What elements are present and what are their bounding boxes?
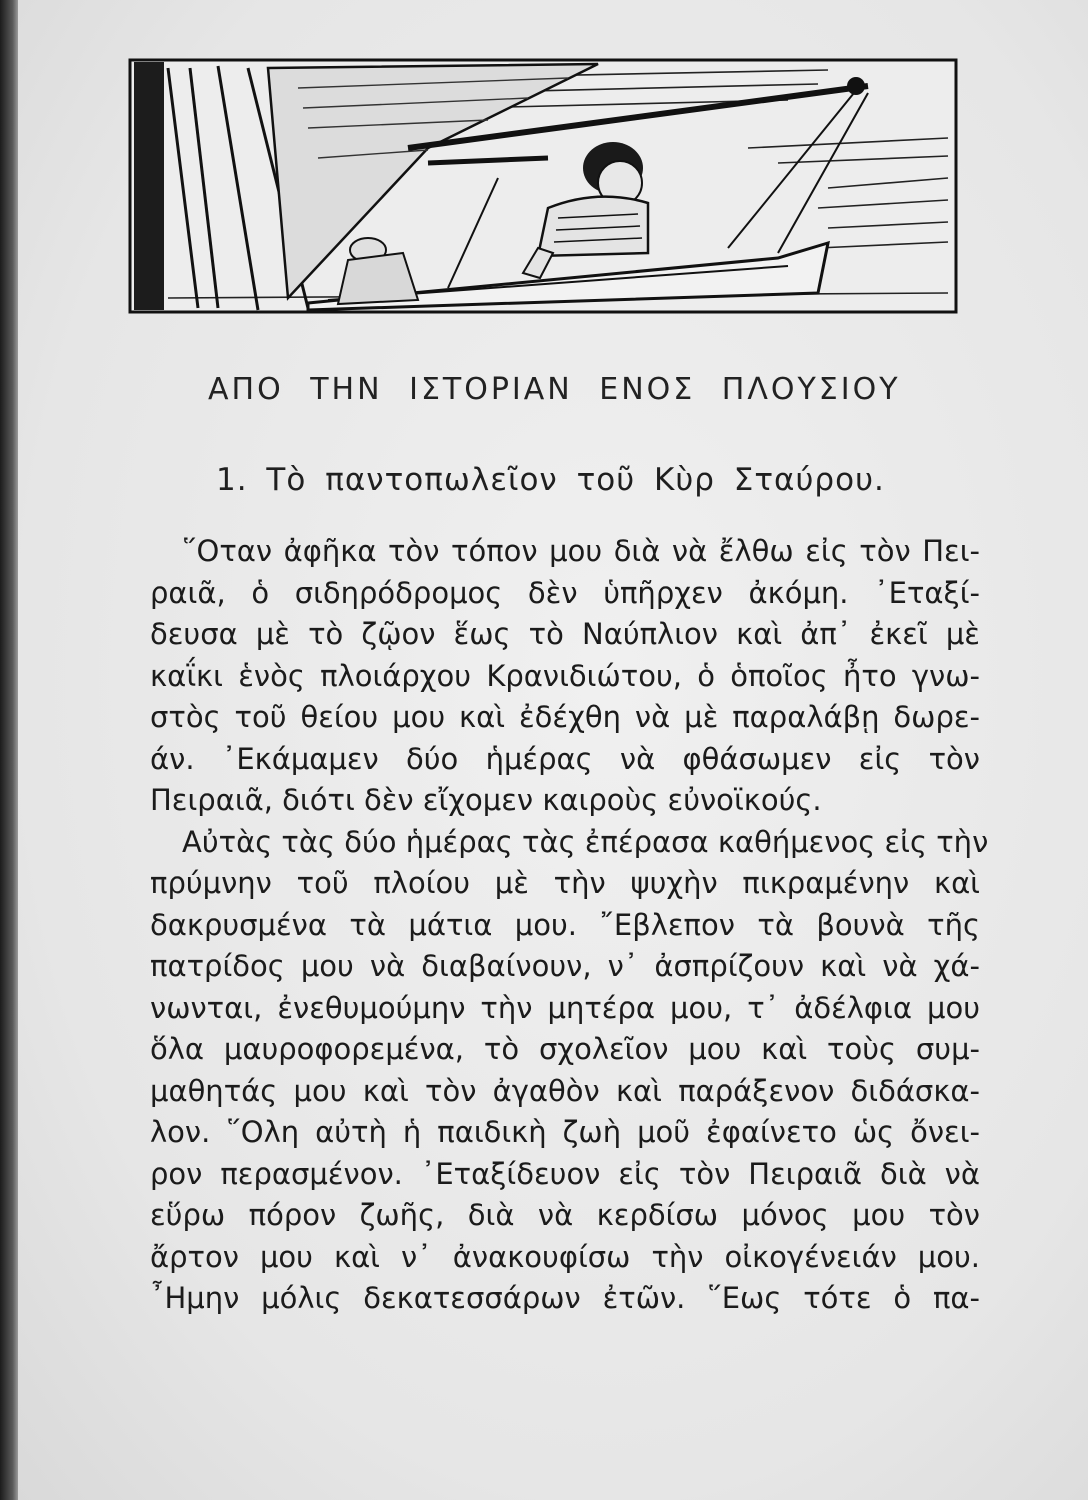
scan-binding-edge — [0, 0, 18, 1500]
text-line: στὸς τοῦ θείου μου καὶ ἐδέχθη νὰ μὲ παραλάβῃ δωρε- — [150, 700, 980, 734]
text-line: ρον περασμένον. ᾿Εταξίδευον εἰς τὸν Πειραιᾶ διὰ νὰ — [150, 1156, 980, 1191]
text-line: άν. ᾿Εκάμαμεν δύο ἡμέρας νὰ φθάσωμεν εἰς τὸν — [150, 741, 980, 776]
woodcut-illustration — [128, 38, 960, 318]
text-line: πατρίδος μου νὰ διαβαίνουν, ν᾿ ἀσπρίζουν καὶ νὰ χά- — [150, 949, 980, 983]
text-line: δευσα μὲ τὸ ζῷον ἕως τὸ Ναύπλιον καὶ ἀπ᾿ ἐκεῖ μὲ — [150, 617, 980, 651]
text-line: ὅλα μαυροφορεμένα, τὸ σχολεῖον μου καὶ τοὺς συμ- — [150, 1032, 980, 1066]
text-line: Πειραιᾶ, διότι δὲν εἴχομεν καιροὺς εὐνοϊκούς. — [150, 783, 822, 817]
chapter-heading: ΑΠΟ ΤΗΝ ΙΣΤΟΡΙΑΝ ΕΝΟΣ ΠΛΟΥΣΙΟΥ — [208, 372, 901, 407]
text-line: πρύμνην τοῦ πλοίου μὲ τὴν ψυχὴν πικραμένην καὶ — [150, 866, 980, 900]
text-line: νωνται, ἐνεθυμούμην τὴν μητέρα μου, τ᾿ ἀδέλφια μου — [150, 990, 980, 1025]
text-line: ραιᾶ, ὁ σιδηρόδρομος δὲν ὑπῆρχεν ἀκόμη. ᾿Εταξί- — [150, 575, 980, 610]
text-line: δακρυσμένα τὰ μάτια μου. ῎Εβλεπον τὰ βουνὰ τῆς — [150, 907, 980, 942]
woodcut-boy-on-sailboat-icon — [128, 38, 960, 318]
text-line: ῞Οταν ἀφῆκα τὸν τόπον μου διὰ νὰ ἔλθω εἰς τὸν Πει- — [182, 534, 980, 568]
book-page — [18, 0, 1088, 1500]
text-line: εὕρω πόρον ζωῆς, διὰ νὰ κερδίσω μόνος μου τὸν — [150, 1198, 980, 1232]
text-line: λον. ῞Ολη αὐτὴ ἡ παιδικὴ ζωὴ μοῦ ἐφαίνετο ὡς ὄνει- — [150, 1115, 980, 1149]
section-title: 1. Τὸ παντοπωλεῖον τοῦ Κὺρ Σταύρου. — [216, 462, 885, 498]
text-line: Αὐτὰς τὰς δύο ἡμέρας τὰς ἐπέρασα καθήμενος εἰς τὴν — [182, 824, 989, 859]
text-line: ἄρτον μου καὶ ν᾿ ἀνακουφίσω τὴν οἰκογένειάν μου. — [150, 1239, 980, 1274]
text-line: ῏Ημην μόλις δεκατεσσάρων ἐτῶν. ῞Εως τότε ὁ πα- — [150, 1281, 980, 1315]
text-line: καΐκι ἑνὸς πλοιάρχου Κρανιδιώτου, ὁ ὁποῖος ἦτο γνω- — [150, 658, 980, 693]
body-text — [150, 531, 989, 1320]
text-line: μαθητάς μου καὶ τὸν ἀγαθὸν καὶ παράξενον διδάσκα- — [150, 1073, 980, 1108]
